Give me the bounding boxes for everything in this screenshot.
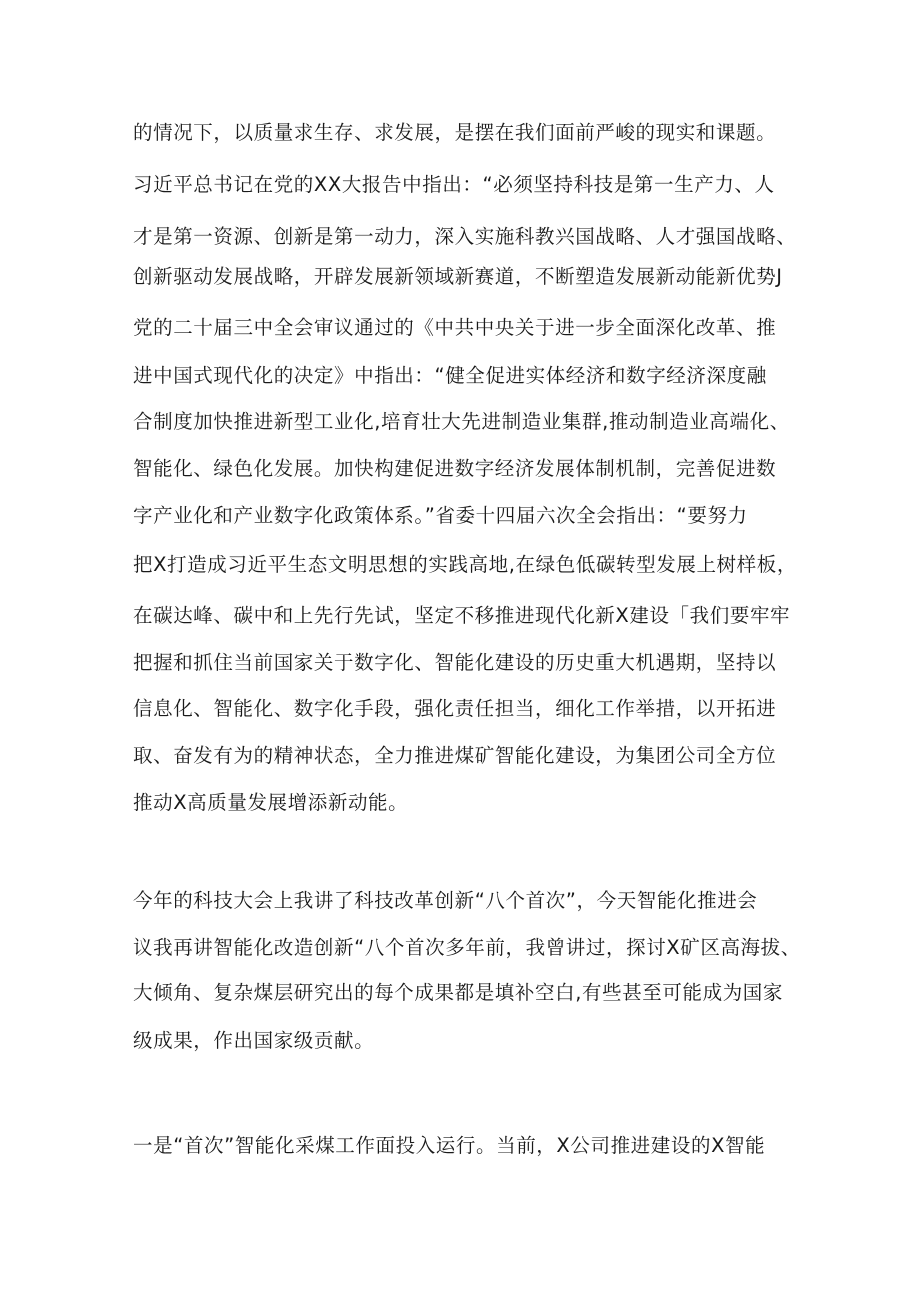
paragraph-3-line-1: 一是“首次”智能化采煤工作面投入运行。当前，X公司推进建设的X智能 <box>133 1134 766 1157</box>
paragraph-1-line-1: 的情况下，以质量求生存、求发展，是摆在我们面前严峻的现实和课题。 <box>133 121 777 144</box>
paragraph-1-line-2: 习近平总书记在党的XX大报告中指出：“必须坚持科技是第一生产力、人 <box>133 173 775 196</box>
paragraph-1-line-8: 智能化、绿色化发展。加快构建促进数字经济发展体制机制，完善促进数 <box>133 457 777 480</box>
paragraph-1-line-11: 在碳达峰、碳中和上先行先试，坚定不移推进现代化新X建设「我们要牢牢 <box>133 604 791 627</box>
paragraph-1-line-9: 字产业化和产业数字化政策体系。”省委十四届六次全会指出：“要努力 <box>133 504 748 527</box>
paragraph-2-line-4: 级成果，作出国家级贡献。 <box>133 1029 375 1052</box>
paragraph-1-line-5: 党的二十届三中全会审议通过的《中共中央关于进一步全面深化改革、推 <box>133 316 777 339</box>
paragraph-1-line-10: 把X打造成习近平生态文明思想的实践高地,在绿色低碳转型发展上树样板， <box>133 553 797 576</box>
paragraph-1-line-7: 合制度加快推进新型工业化,培育壮大先进制造业集群,推动制造业高端化、 <box>133 410 790 433</box>
paragraph-1-line-3: 才是第一资源、创新是第一动力，深入实施科教兴国战略、人才强国战略、 <box>133 225 797 248</box>
paragraph-1-line-14: 取、奋发有为的精神状态，全力推进煤矿智能化建设，为集团公司全方位 <box>133 744 777 767</box>
paragraph-1-line-15: 推动X高质量发展增添新动能。 <box>133 791 409 814</box>
paragraph-2-line-2: 议我再讲智能化改造创新“八个首次多年前，我曾讲过，探讨X矿区高海拔、 <box>133 936 801 959</box>
paragraph-1-line-12: 把握和抓住当前国家关于数字化、智能化建设的历史重大机遇期，坚持以 <box>133 651 777 674</box>
paragraph-1-line-6: 进中国式现代化的决定》中指出：“健全促进实体经济和数字经济深度融 <box>133 364 767 387</box>
paragraph-2-line-1: 今年的科技大会上我讲了科技改革创新“八个首次”，今天智能化推进会 <box>133 889 758 912</box>
paragraph-1-line-4: 创新驱动发展战略，开辟发展新领域新赛道，不断塑造发展新动能新优势J <box>133 265 783 288</box>
paragraph-1-line-13: 信息化、智能化、数字化手段，强化责任担当，细化工作举措，以开拓进 <box>133 697 777 720</box>
paragraph-2-line-3: 大倾角、复杂煤层研究出的每个成果都是填补空白,有些甚至可能成为国家 <box>133 981 783 1004</box>
